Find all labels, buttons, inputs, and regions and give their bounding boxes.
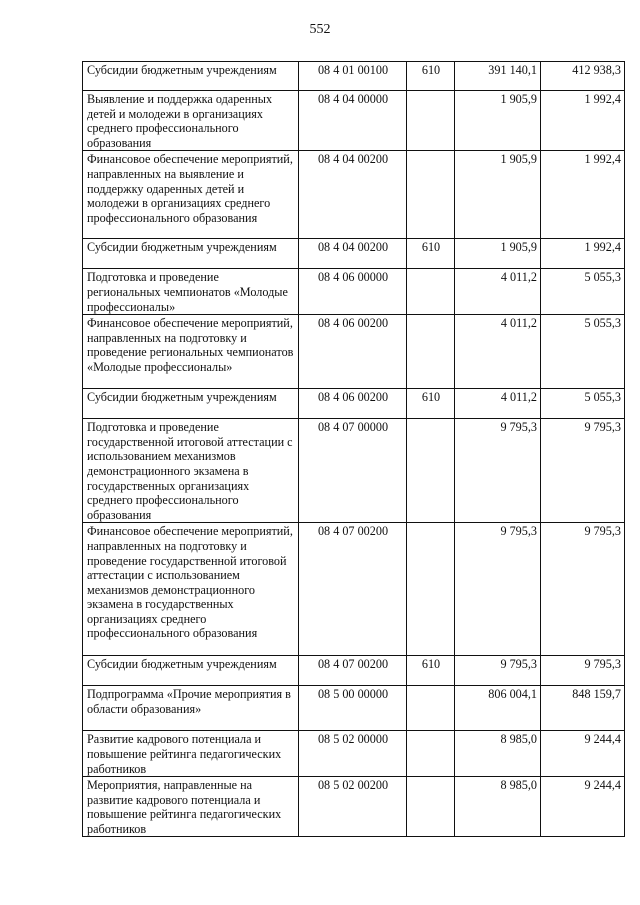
row-value-year2-cell: 5 055,3: [541, 269, 625, 315]
row-value-year1-cell: 1 905,9: [455, 239, 541, 269]
row-value-year2-cell: 9 244,4: [541, 777, 625, 837]
row-type-cell: 610: [407, 656, 455, 686]
row-code-cell: 08 4 06 00200: [299, 389, 407, 419]
row-value-year2-cell: 1 992,4: [541, 239, 625, 269]
row-value-year1-cell: 1 905,9: [455, 91, 541, 151]
row-code-cell: 08 5 02 00000: [299, 731, 407, 777]
row-code-cell: 08 4 04 00200: [299, 239, 407, 269]
table-row: [83, 419, 625, 523]
row-type-cell: [407, 419, 455, 523]
row-name-cell: Подготовка и проведение государственной итоговой аттестации с использованием механизмов демонстрационного экзамена в государственных организациях среднего профессионального образования: [83, 419, 299, 523]
row-type-cell: [407, 731, 455, 777]
row-value-year2-cell: 5 055,3: [541, 315, 625, 389]
row-name-cell: Финансовое обеспечение мероприятий, направленных на подготовку и проведение государственной итоговой аттестации с использованием механизмов демонстрационного экзамена в государственных организациях среднего профессионального образования: [83, 523, 299, 656]
row-name-cell: Развитие кадрового потенциала и повышение рейтинга педагогических работников: [83, 731, 299, 777]
row-name-cell: Выявление и поддержка одаренных детей и молодежи в организациях среднего профессионального образования: [83, 91, 299, 151]
row-value-year2-cell: 848 159,7: [541, 686, 625, 731]
row-value-year1-cell: 4 011,2: [455, 389, 541, 419]
row-type-cell: 610: [407, 239, 455, 269]
row-code-cell: 08 4 07 00000: [299, 419, 407, 523]
row-type-cell: [407, 91, 455, 151]
row-value-year1-cell: 8 985,0: [455, 777, 541, 837]
row-value-year1-cell: 4 011,2: [455, 269, 541, 315]
table-row: [83, 151, 625, 239]
table-row: [83, 656, 625, 686]
row-value-year1-cell: 1 905,9: [455, 151, 541, 239]
row-code-cell: 08 4 01 00100: [299, 62, 407, 91]
row-name-cell: Подпрограмма «Прочие мероприятия в области образования»: [83, 686, 299, 731]
row-type-cell: [407, 315, 455, 389]
row-code-cell: 08 5 00 00000: [299, 686, 407, 731]
row-name-cell: Субсидии бюджетным учреждениям: [83, 389, 299, 419]
row-value-year2-cell: 5 055,3: [541, 389, 625, 419]
row-name-cell: Мероприятия, направленные на развитие кадрового потенциала и повышение рейтинга педагогических работников: [83, 777, 299, 837]
row-value-year2-cell: 9 244,4: [541, 731, 625, 777]
table-row: [83, 523, 625, 656]
row-name-cell: Подготовка и проведение региональных чемпионатов «Молодые профессионалы»: [83, 269, 299, 315]
row-value-year2-cell: 9 795,3: [541, 523, 625, 656]
table-body: [83, 62, 625, 837]
row-value-year1-cell: 4 011,2: [455, 315, 541, 389]
row-value-year1-cell: 391 140,1: [455, 62, 541, 91]
row-type-cell: 610: [407, 389, 455, 419]
row-value-year1-cell: 9 795,3: [455, 419, 541, 523]
row-name-cell: Финансовое обеспечение мероприятий, направленных на подготовку и проведение региональных чемпионатов «Молодые профессионалы»: [83, 315, 299, 389]
row-type-cell: [407, 777, 455, 837]
row-code-cell: 08 4 06 00200: [299, 315, 407, 389]
row-name-cell: Субсидии бюджетным учреждениям: [83, 62, 299, 91]
row-value-year1-cell: 8 985,0: [455, 731, 541, 777]
row-type-cell: [407, 151, 455, 239]
row-value-year1-cell: 806 004,1: [455, 686, 541, 731]
page-number: 552: [309, 22, 331, 37]
row-name-cell: Субсидии бюджетным учреждениям: [83, 656, 299, 686]
table-row: [83, 239, 625, 269]
row-value-year2-cell: 9 795,3: [541, 419, 625, 523]
row-code-cell: 08 4 04 00000: [299, 91, 407, 151]
row-code-cell: 08 4 07 00200: [299, 656, 407, 686]
row-type-cell: 610: [407, 62, 455, 91]
row-code-cell: 08 4 07 00200: [299, 523, 407, 656]
row-value-year2-cell: 9 795,3: [541, 656, 625, 686]
table-row: [83, 315, 625, 389]
row-type-cell: [407, 269, 455, 315]
row-type-cell: [407, 523, 455, 656]
table-row: [83, 269, 625, 315]
table-row: [83, 686, 625, 731]
row-value-year2-cell: 1 992,4: [541, 91, 625, 151]
row-name-cell: Субсидии бюджетным учреждениям: [83, 239, 299, 269]
row-value-year2-cell: 1 992,4: [541, 151, 625, 239]
row-name-cell: Финансовое обеспечение мероприятий, направленных на выявление и поддержку одаренных детей и молодежи в организациях среднего профессионального образования: [83, 151, 299, 239]
table-row: [83, 91, 625, 151]
budget-table: [82, 61, 625, 837]
table-row: [83, 62, 625, 91]
row-type-cell: [407, 686, 455, 731]
row-value-year1-cell: 9 795,3: [455, 656, 541, 686]
table-row: [83, 777, 625, 837]
row-value-year2-cell: 412 938,3: [541, 62, 625, 91]
table-row: [83, 731, 625, 777]
row-code-cell: 08 5 02 00200: [299, 777, 407, 837]
row-code-cell: 08 4 06 00000: [299, 269, 407, 315]
table-row: [83, 389, 625, 419]
row-value-year1-cell: 9 795,3: [455, 523, 541, 656]
row-code-cell: 08 4 04 00200: [299, 151, 407, 239]
